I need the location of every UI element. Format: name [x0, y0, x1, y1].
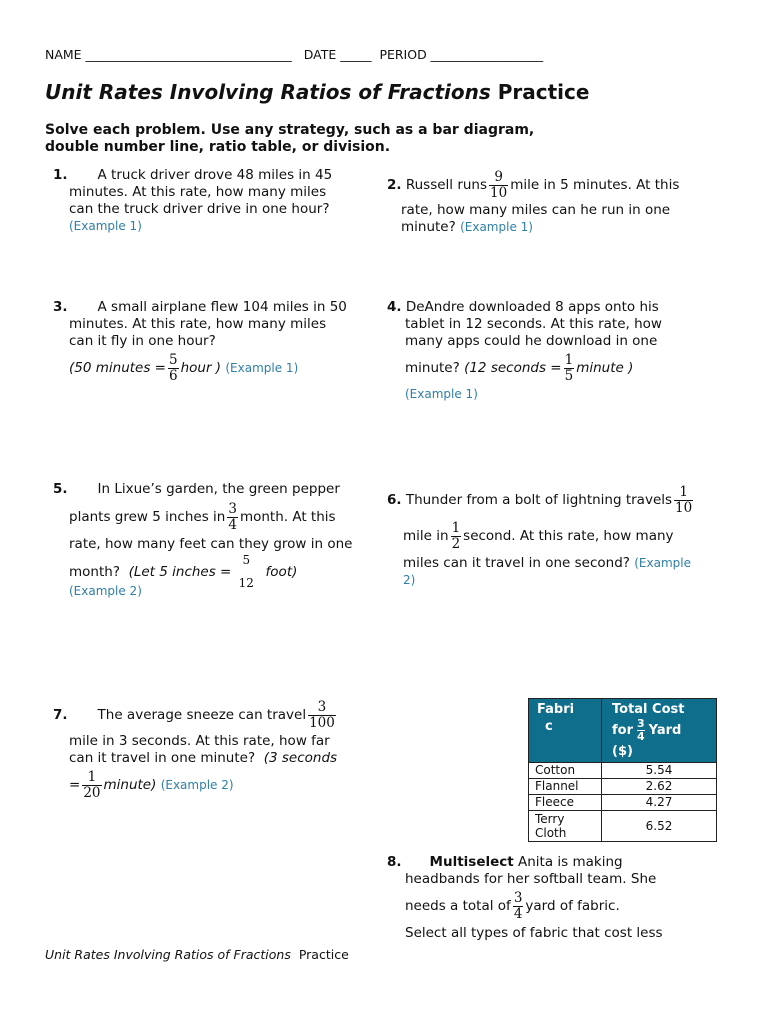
fraction: $\frac{3}{4}$ — [513, 889, 523, 922]
problem-type: Multiselect — [429, 854, 514, 870]
page-title — [45, 80, 589, 104]
fraction: 5 12 — [238, 553, 254, 590]
fraction: $\frac{3}{4}$ — [228, 500, 237, 533]
hint: (50 minutes = — [69, 360, 166, 376]
problem-text: Anita is making — [518, 854, 623, 870]
hint: foot) — [265, 564, 298, 580]
example-link[interactable]: (Example 1) — [225, 361, 299, 375]
problem-text: month. At this — [239, 509, 336, 525]
table-row: Cotton 5.54 — [529, 763, 717, 779]
problem-number: 2. — [387, 177, 402, 193]
problem-text: The average sneeze can travel — [97, 707, 307, 723]
hint: (Let 5 inches = — [128, 564, 232, 580]
problem-6 — [387, 483, 695, 589]
problem-text: can it fly in one hour? — [69, 333, 216, 349]
problem-text: miles can it travel in one second? — [403, 555, 630, 571]
problem-text: In Lixue’s garden, the green pepper — [97, 481, 340, 497]
instructions-line-1: Solve each problem. Use any strategy, such as a bar diagram, — [45, 122, 535, 138]
title-italic: Unit Rates Involving Ratios of Fractions — [45, 80, 491, 104]
problem-text: many apps could he download in one — [405, 333, 658, 349]
problem-number: 1. — [53, 167, 68, 183]
problem-text: can it travel in one minute? — [69, 750, 256, 766]
example-link[interactable]: (Example — [634, 556, 691, 570]
example-link[interactable]: (Example 2) — [69, 584, 142, 598]
problem-text: minute? — [405, 360, 460, 376]
problem-number: 8. — [387, 854, 402, 870]
table-row: Flannel 2.62 — [529, 779, 717, 795]
problem-text: second. At this rate, how many — [463, 528, 674, 544]
name-label: NAME _________________________________ — [45, 47, 292, 62]
problem-number: 4. — [387, 299, 402, 315]
fraction: $\frac{1}{20}$ — [83, 768, 101, 801]
column-header-fabric: Fabri c — [529, 699, 602, 763]
problem-text: minutes. At this rate, how many miles — [69, 316, 327, 332]
fraction: $\frac{1}{10}$ — [675, 483, 693, 516]
title-plain: Practice — [497, 80, 590, 104]
fraction: $\frac{3}{100}$ — [309, 698, 335, 731]
problem-text: Select all types of fabric that cost less — [405, 925, 663, 941]
name-field — [45, 46, 543, 63]
problem-7 — [53, 697, 338, 803]
fraction: $\frac{9}{10}$ — [490, 168, 508, 201]
fraction: $\frac{1}{5}$ — [564, 351, 574, 384]
problem-text: can the truck driver drive in one hour? — [69, 201, 330, 217]
problem-text: tablet in 12 seconds. At this rate, how — [405, 316, 662, 332]
table-row: Fleece 4.27 — [529, 795, 717, 811]
example-link[interactable]: (Example 1) — [405, 387, 478, 401]
problem-number: 5. — [53, 481, 68, 497]
fabric-cost-table — [528, 698, 717, 842]
hint: (12 seconds = — [464, 360, 562, 376]
problem-2 — [387, 168, 679, 236]
problem-5 — [53, 481, 352, 600]
fraction: $\frac{5}{6}$ — [169, 351, 178, 384]
example-link[interactable]: (Example 2) — [160, 778, 234, 792]
problem-1 — [53, 167, 332, 235]
problem-text: A small airplane flew 104 miles in 50 — [97, 299, 347, 315]
problem-text: yard of fabric. — [525, 898, 620, 914]
problem-8 — [387, 854, 663, 942]
problem-number: 3. — [53, 299, 68, 315]
problem-3 — [53, 299, 347, 386]
period-label: PERIOD __________________ — [379, 47, 544, 62]
problem-text: mile in 5 minutes. At this — [510, 177, 680, 193]
example-link[interactable]: 2) — [403, 573, 416, 587]
problem-text: Russell runs — [405, 177, 488, 193]
problem-text: rate, how many miles can he run in one — [401, 202, 671, 218]
problem-text: month? — [69, 564, 120, 580]
hint: hour ) — [180, 360, 222, 376]
problem-text: mile in 3 seconds. At this rate, how far — [69, 733, 330, 749]
problem-4 — [387, 299, 662, 403]
date-label: DATE _____ — [303, 47, 372, 62]
problem-text: A truck driver drove 48 miles in 45 — [97, 167, 333, 183]
problem-text: minutes. At this rate, how many miles — [69, 184, 327, 200]
footer-italic: Unit Rates Involving Ratios of Fractions — [45, 947, 291, 962]
hint: = — [69, 777, 81, 793]
hint: (3 seconds — [263, 750, 338, 766]
problem-text: DeAndre downloaded 8 apps onto his — [405, 299, 659, 315]
problem-text: needs a total of — [405, 898, 511, 914]
example-link[interactable]: (Example 1) — [69, 219, 142, 233]
problem-text: headbands for her softball team. She — [405, 871, 657, 887]
footer-plain: Practice — [298, 947, 349, 962]
problem-number: 7. — [53, 707, 68, 723]
fraction: $\frac{1}{2}$ — [451, 519, 461, 552]
hint: minute ) — [576, 360, 634, 376]
problem-text: Thunder from a bolt of lightning travels — [405, 492, 673, 508]
instructions-line-2: double number line, ratio table, or division. — [45, 139, 391, 155]
example-link[interactable]: (Example 1) — [460, 220, 533, 234]
instructions — [45, 122, 534, 156]
problem-text: mile in — [403, 528, 449, 544]
problem-text: plants grew 5 inches in — [69, 509, 226, 525]
hint: minute) — [103, 777, 157, 793]
problem-number: 6. — [387, 492, 402, 508]
problem-text: rate, how many feet can they grow in one — [69, 536, 353, 552]
table-row: Terry Cloth 6.52 — [529, 811, 717, 842]
problem-text: minute? — [401, 219, 456, 235]
page-footer — [45, 946, 349, 963]
column-header-total-cost: Total Cost for $\frac{3}{4}$ Yard ($) — [602, 699, 717, 763]
